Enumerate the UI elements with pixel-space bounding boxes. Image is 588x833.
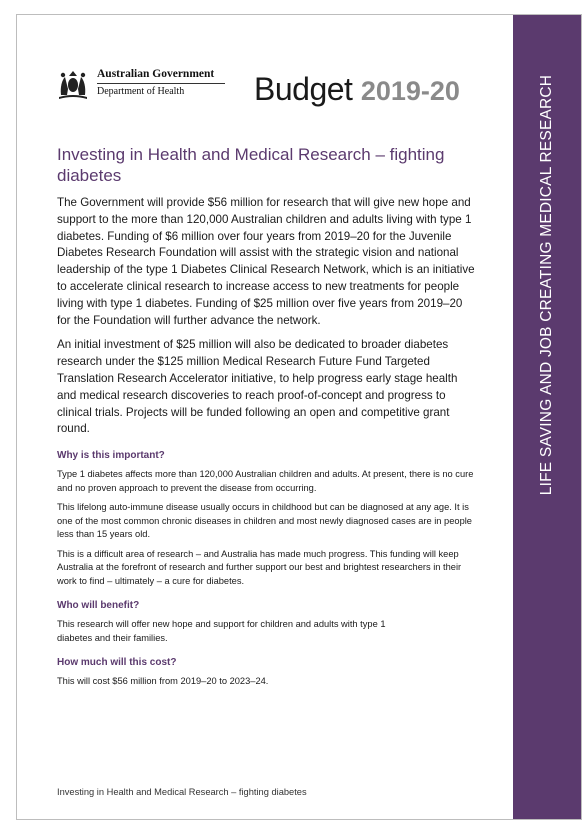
section-heading-who: Who will benefit? <box>57 600 140 612</box>
government-logo <box>55 65 225 101</box>
department-name: Department of Health <box>97 86 185 97</box>
main-content <box>57 195 475 695</box>
government-name: Australian Government <box>97 68 215 80</box>
page-footer: Investing in Health and Medical Research – fighting diabetes <box>57 787 307 797</box>
section-heading-cost: How much will this cost? <box>57 657 177 669</box>
why-paragraph-2: This lifelong auto-immune disease usually occurs in childhood but can be diagnosed at any age. It is one of the most common chronic diseases in children and most newly diagnosed cases are in people less than 15 years old. <box>57 502 472 540</box>
body-paragraph-1: The Government will provide $56 million for research that will give new hope and support to the more than 120,000 Australian children and adults living with type 1 diabetes. Funding of $6 million over four years from 2019–20 for the Juvenile Diabetes Research Foundation will assist with the strategic vision and national leadership of the type 1 Diabetes Clinical Research Network, which is an initiative to accelerate clinical research to increase access to new treatments for people living with type 1 diabetes. Funding of $25 million over five years from 2019–20 for the Foundation will further advance the network. <box>57 196 475 327</box>
logo-text <box>97 68 225 98</box>
cost-paragraph-1: This will cost $56 million from 2019–20 to 2023–24. <box>57 676 269 687</box>
document-page <box>16 14 582 820</box>
side-band <box>513 15 581 819</box>
logo-divider <box>97 83 225 84</box>
section-heading-why: Why is this important? <box>57 450 165 462</box>
body-paragraph-2: An initial investment of $25 million will also be dedicated to broader diabetes research under the $125 million Medical Research Future Fund Targeted Translation Research Accelerator initiative, to help progress early stage health and medical research discoveries to reach proof-of-concept and progress to clinical trials. Projects will be funded following an open and competitive grant round. <box>57 338 458 436</box>
budget-word: Budget <box>254 71 353 107</box>
why-paragraph-3: This is a difficult area of research – and Australia has made much progress. This funding will keep Australia at the forefront of research and further support our best and brightest researchers in their work to find – ultimately – a cure for diabetes. <box>57 548 462 586</box>
who-paragraph-1: This research will offer new hope and support for children and adults with type 1 diabetes and their families. <box>57 619 386 643</box>
budget-heading <box>254 71 460 109</box>
why-paragraph-1: Type 1 diabetes affects more than 120,000 Australian children and adults. At present, there is no cure and no proven approach to prevent the disease from occurring. <box>57 469 474 493</box>
side-band-text: LIFE SAVING AND JOB CREATING MEDICAL RESEARCH <box>538 74 555 496</box>
coat-of-arms-icon <box>55 65 91 101</box>
page-title: Investing in Health and Medical Research – fighting diabetes <box>57 145 445 185</box>
budget-year: 2019-20 <box>360 76 460 106</box>
